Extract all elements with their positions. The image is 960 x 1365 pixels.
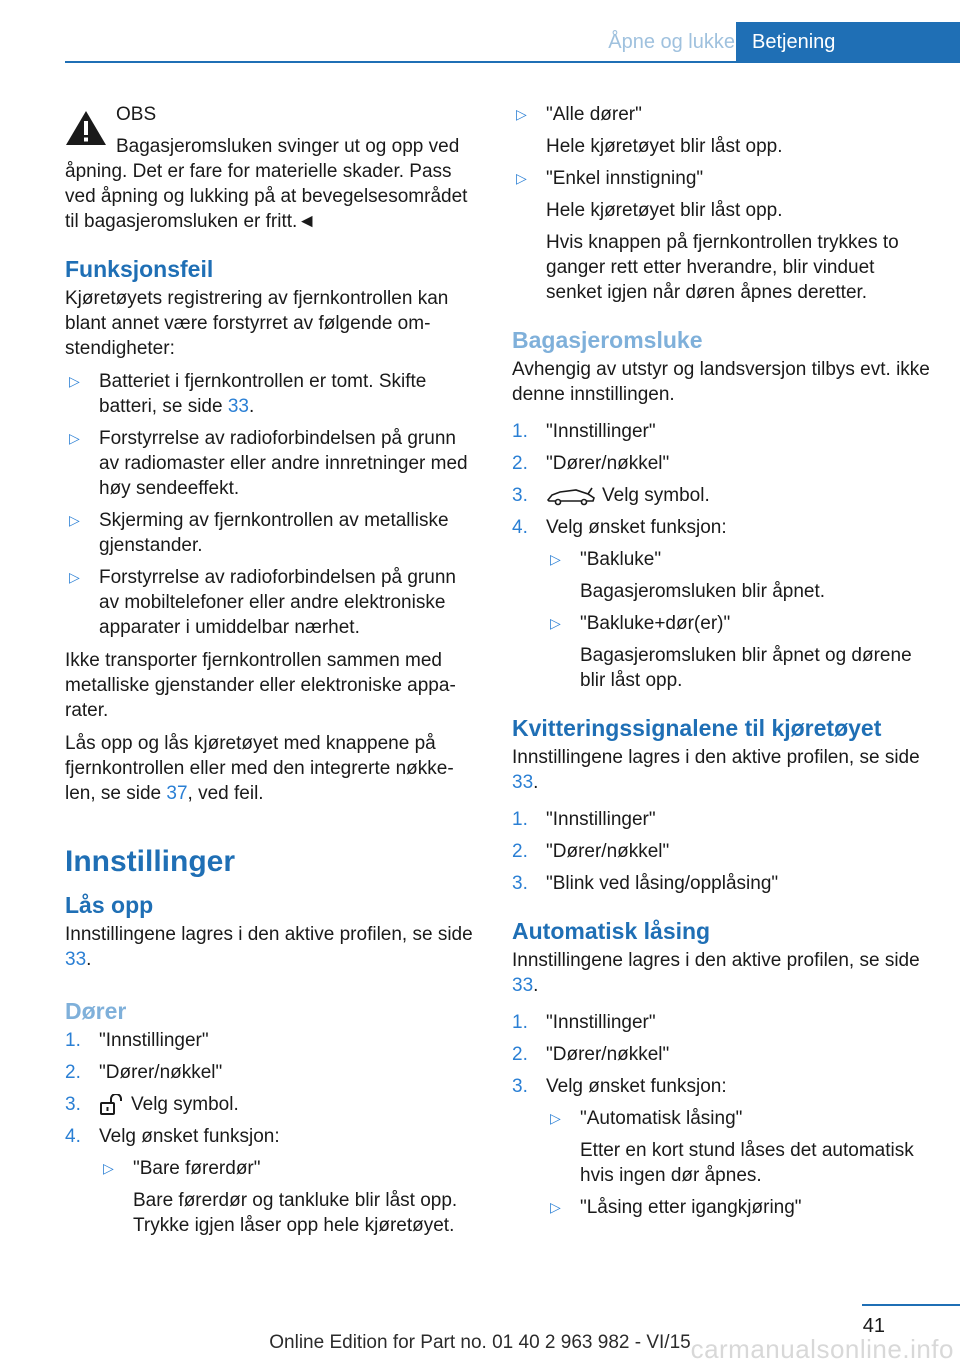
unlock-icon (99, 1094, 125, 1116)
footer-rule (862, 1304, 960, 1306)
list-item: ▷ "Bare førerdør" Bare førerdør og tankluke blir låst opp. Trykke igjen låser opp hele kjøretøyet. (103, 1158, 458, 1236)
list-item: 2. "Dører/nøkkel" (512, 1044, 670, 1065)
triangle-bullet-icon: ▷ (516, 170, 527, 186)
list-item: 2. "Dører/nøkkel" (65, 1062, 223, 1083)
list-item: ▷ "Bakluke+dør(er)" Bagasjeromsluken blir åpnet og dørene blir låst opp. (550, 613, 912, 691)
list-item: ▷ Skjerming av fjernkontrollen av metalliske gjenstander. (69, 510, 449, 556)
malfunction-intro: Kjøretøyets registrering av fjernkontrollen kan blant annet være forstyrret av følgende omstendigheter: (65, 288, 449, 359)
page-link[interactable]: 33 (512, 975, 534, 996)
triangle-bullet-icon: ▷ (69, 569, 80, 585)
malfunction-list (65, 369, 477, 640)
page-link[interactable]: 37 (166, 783, 188, 804)
list-item: 4. Velg ønsket funksjon: ▷ "Bare førerdør" Bare førerdør og tankluke blir låst opp. Trykke igjen låser opp hele kjøretøyet. (65, 1124, 477, 1238)
list-item: ▷ Forstyrrelse av radioforbindelsen på grunn av radiomaster eller andre innretninger med høy sendeeffekt. (69, 428, 468, 499)
header-chapter-tab[interactable]: Betjening (736, 22, 960, 62)
acknowledge-text: Innstillingene lagres i den aktive profilen, se side 33. (512, 747, 920, 793)
tailgate-intro: Avhengig av utstyr og landsversjon tilbys evt. ikke denne innstillingen. (512, 359, 930, 405)
page-number: 41 (862, 1315, 885, 1337)
autolock-text: Innstillingene lagres i den aktive profilen, se side 33. (512, 950, 920, 996)
triangle-bullet-icon: ▷ (550, 1110, 561, 1126)
list-item: 3. Velg symbol. (512, 485, 710, 506)
triangle-bullet-icon: ▷ (550, 615, 561, 631)
list-item: 1. "Innstillinger" (512, 1012, 656, 1033)
list-item: ▷ "Enkel innstigning" Hele kjøretøyet blir låst opp. Hvis knappen på fjernkontrollen trykkes to ganger rett etter hverandre, blir vinduet senket igjen når døren åpnes deretter. (516, 168, 899, 303)
warning-text: åpning. Det er fare for materielle skader. Pass ved åpning og lukking på at bevegelsesområdet til bagasjeromsluken er fritt.◄ (65, 161, 468, 232)
doors-options-continued (512, 102, 932, 305)
triangle-bullet-icon: ▷ (550, 1199, 561, 1215)
list-item: 3. Velg ønsket funksjon: ▷ "Automatisk låsing" Etter en kort stund låses det automatisk hvis ingen dør åpnes. ▷ "Låsing etter igangkjøring" (512, 1074, 932, 1220)
malfunction-paragraph-1: Ikke transporter fjernkontrollen sammen med metalliske gjenstander eller elektroniske apparater. (65, 650, 456, 721)
tailgate-steps (512, 419, 932, 693)
list-item: ▷ "Låsing etter igangkjøring" (550, 1197, 802, 1218)
list-item: ▷ "Automatisk låsing" Etter en kort stund låses det automatisk hvis ingen dør åpnes. (550, 1108, 914, 1186)
heading-doors: Dører (65, 998, 127, 1024)
page-link[interactable]: 33 (65, 949, 87, 970)
heading-acknowledge-signals: Kvitteringssignalene til kjøretøyet (512, 715, 882, 741)
left-column (65, 102, 477, 1246)
heading-auto-lock: Automatisk låsing (512, 918, 711, 944)
warning-text-line1: Bagasjeromsluken svinger ut og opp ved (116, 136, 460, 157)
list-item: 1. "Innstillinger" (512, 421, 656, 442)
list-item: 3. "Blink ved låsing/opplåsing" (512, 873, 779, 894)
right-column (512, 102, 932, 1228)
watermark: carmanualsonline.info (690, 1334, 954, 1364)
doors-steps (65, 1028, 477, 1238)
list-item: 4. Velg ønsket funksjon: ▷ "Bakluke" Bagasjeromsluken blir åpnet. ▷ "Bakluke+dør(er)" Bagasjeromsluken blir åpnet og dørene blir låst opp. (512, 515, 932, 693)
list-item: ▷ Batteriet i fjernkontrollen er tomt. Skifte batteri, se side 33. (69, 371, 427, 417)
heading-settings: Innstillinger (65, 845, 236, 878)
malfunction-paragraph-2: Lås opp og lås kjøretøyet med knappene på fjernkontrollen eller med den integrerte nøkkelen, se side 37, ved feil. (65, 733, 454, 804)
autolock-options (546, 1106, 932, 1220)
warning-icon (65, 110, 107, 146)
heading-unlock: Lås opp (65, 892, 154, 918)
list-item: 2. "Dører/nøkkel" (512, 841, 670, 862)
edition-footer: Online Edition for Part no. 01 40 2 963 982 - VI/15 (269, 1332, 691, 1353)
tailgate-options (546, 547, 932, 693)
list-item: 3. Velg symbol. (65, 1094, 239, 1115)
list-item: 2. "Dører/nøkkel" (512, 453, 670, 474)
triangle-bullet-icon: ▷ (69, 512, 80, 528)
heading-tailgate: Bagasjeromsluke (512, 327, 703, 353)
list-item: ▷ Forstyrrelse av radioforbindelsen på grunn av mobiltelefoner eller andre elektroniske apparater i umiddelbar nærhet. (69, 567, 456, 638)
list-item: 1. "Innstillinger" (512, 809, 656, 830)
page-link[interactable]: 33 (227, 396, 249, 417)
triangle-bullet-icon: ▷ (69, 373, 80, 389)
car-tailgate-icon (546, 486, 596, 506)
acknowledge-steps (512, 807, 932, 896)
triangle-bullet-icon: ▷ (103, 1160, 114, 1176)
unlock-text: Innstillingene lagres i den aktive profilen, se side 33. (65, 924, 473, 970)
list-item: ▷ "Bakluke" Bagasjeromsluken blir åpnet. (550, 549, 826, 602)
page-link[interactable]: 33 (512, 772, 534, 793)
warning-box (65, 102, 477, 234)
list-item: ▷ "Alle dører" Hele kjøretøyet blir låst opp. (516, 104, 783, 157)
heading-malfunction: Funksjonsfeil (65, 256, 214, 282)
triangle-bullet-icon: ▷ (69, 430, 80, 446)
header-rule (65, 61, 960, 63)
list-item: 1. "Innstillinger" (65, 1030, 209, 1051)
warning-title: OBS (116, 104, 157, 125)
doors-options (99, 1156, 477, 1238)
header-section-title: Åpne og lukke (608, 31, 735, 53)
autolock-steps (512, 1010, 932, 1220)
triangle-bullet-icon: ▷ (516, 106, 527, 122)
triangle-bullet-icon: ▷ (550, 551, 561, 567)
